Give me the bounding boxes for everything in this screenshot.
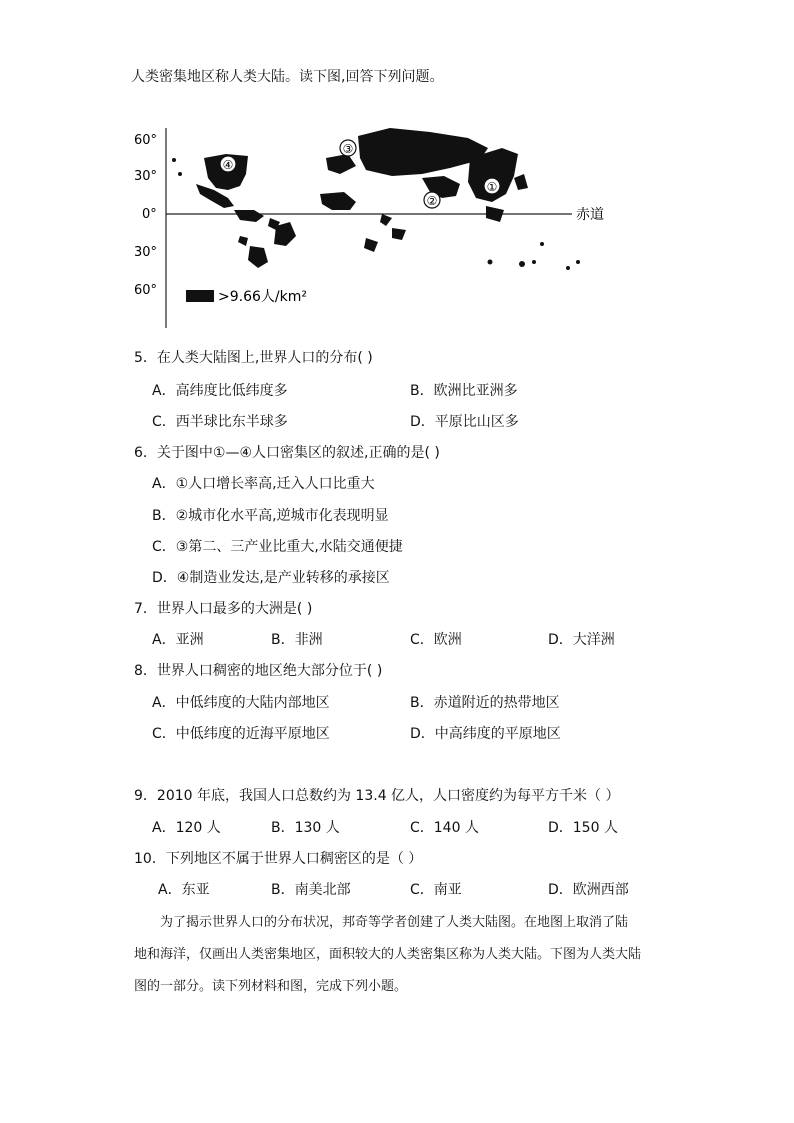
marker-4: ④ xyxy=(222,158,234,172)
q9-option-a[interactable]: A．120 人 xyxy=(152,820,221,836)
q10-option-d[interactable]: D．欧洲西部 xyxy=(548,882,629,898)
passage-line-2: 地和海洋，仅画出人类密集地区，面积较大的人类密集区称为人类大陆。下图为人类大陆 xyxy=(134,947,642,962)
equator-label: 赤道 xyxy=(576,207,604,223)
q8-option-a[interactable]: A．中低纬度的大陆内部地区 xyxy=(152,695,330,711)
intro-text: 人类密集地区称人类大陆。读下图,回答下列问题。 xyxy=(131,69,444,85)
q7-option-b[interactable]: B．非洲 xyxy=(271,632,323,648)
q9-option-d[interactable]: D．150 人 xyxy=(548,820,618,836)
question-7-stem: 7．世界人口最多的大洲是( ) xyxy=(134,601,313,617)
q10-option-c[interactable]: C．南亚 xyxy=(410,882,462,898)
q5-option-a[interactable]: A．高纬度比低纬度多 xyxy=(152,383,288,399)
q8-option-b[interactable]: B．赤道附近的热带地区 xyxy=(410,695,560,711)
q10-option-b[interactable]: B．南美北部 xyxy=(271,882,351,898)
q6-option-b[interactable]: B．②城市化水平高,逆城市化表现明显 xyxy=(152,508,389,524)
q8-option-d[interactable]: D．中高纬度的平原地区 xyxy=(410,726,561,742)
q5-option-b[interactable]: B．欧洲比亚洲多 xyxy=(410,383,518,399)
q5-option-d[interactable]: D．平原比山区多 xyxy=(410,414,519,430)
lat-label-30n: 30° xyxy=(134,169,158,184)
lat-label-60s: 60° xyxy=(134,283,158,298)
legend-swatch xyxy=(186,290,214,302)
q6-option-c[interactable]: C．③第二、三产业比重大,水陆交通便捷 xyxy=(152,539,403,555)
q7-option-c[interactable]: C．欧洲 xyxy=(410,632,462,648)
q9-option-b[interactable]: B．130 人 xyxy=(271,820,340,836)
lat-label-30s: 30° xyxy=(134,245,158,260)
dense-area-europe xyxy=(358,128,488,176)
q7-option-a[interactable]: A．亚洲 xyxy=(152,632,204,648)
q6-option-a[interactable]: A．①人口增长率高,迁入人口比重大 xyxy=(152,476,375,492)
legend-label: >9.66人/km² xyxy=(218,289,307,305)
lat-label-0: 0° xyxy=(142,207,157,222)
question-6-stem: 6．关于图中①—④人口密集区的叙述,正确的是( ) xyxy=(134,445,440,461)
lat-label-60n: 60° xyxy=(134,133,158,148)
passage-line-1: 为了揭示世界人口的分布状况，邦奇等学者创建了人类大陆图。在地图上取消了陆 xyxy=(160,915,629,930)
marker-3: ③ xyxy=(342,142,354,156)
question-5-stem: 5．在人类大陆图上,世界人口的分布( ) xyxy=(134,350,373,366)
q6-option-d[interactable]: D．④制造业发达,是产业转移的承接区 xyxy=(152,570,390,586)
human-continent-map xyxy=(130,118,620,332)
marker-2: ② xyxy=(426,194,438,208)
q8-option-c[interactable]: C．中低纬度的近海平原地区 xyxy=(152,726,330,742)
dense-area-africa xyxy=(320,192,356,210)
dense-area-south-america xyxy=(234,210,264,222)
question-10-stem: 10．下列地区不属于世界人口稠密区的是（ ） xyxy=(134,851,423,867)
question-9-stem: 9．2010 年底，我国人口总数约为 13.4 亿人，人口密度约为每平方千米（ ） xyxy=(134,788,620,804)
q7-option-d[interactable]: D．大洋洲 xyxy=(548,632,615,648)
question-8-stem: 8．世界人口稠密的地区绝大部分位于( ) xyxy=(134,663,383,679)
q9-option-c[interactable]: C．140 人 xyxy=(410,820,479,836)
q5-option-c[interactable]: C．西半球比东半球多 xyxy=(152,414,288,430)
passage-line-3: 图的一部分。读下列材料和图，完成下列小题。 xyxy=(134,979,408,994)
marker-1: ① xyxy=(486,180,498,194)
q10-option-a[interactable]: A．东亚 xyxy=(158,882,210,898)
